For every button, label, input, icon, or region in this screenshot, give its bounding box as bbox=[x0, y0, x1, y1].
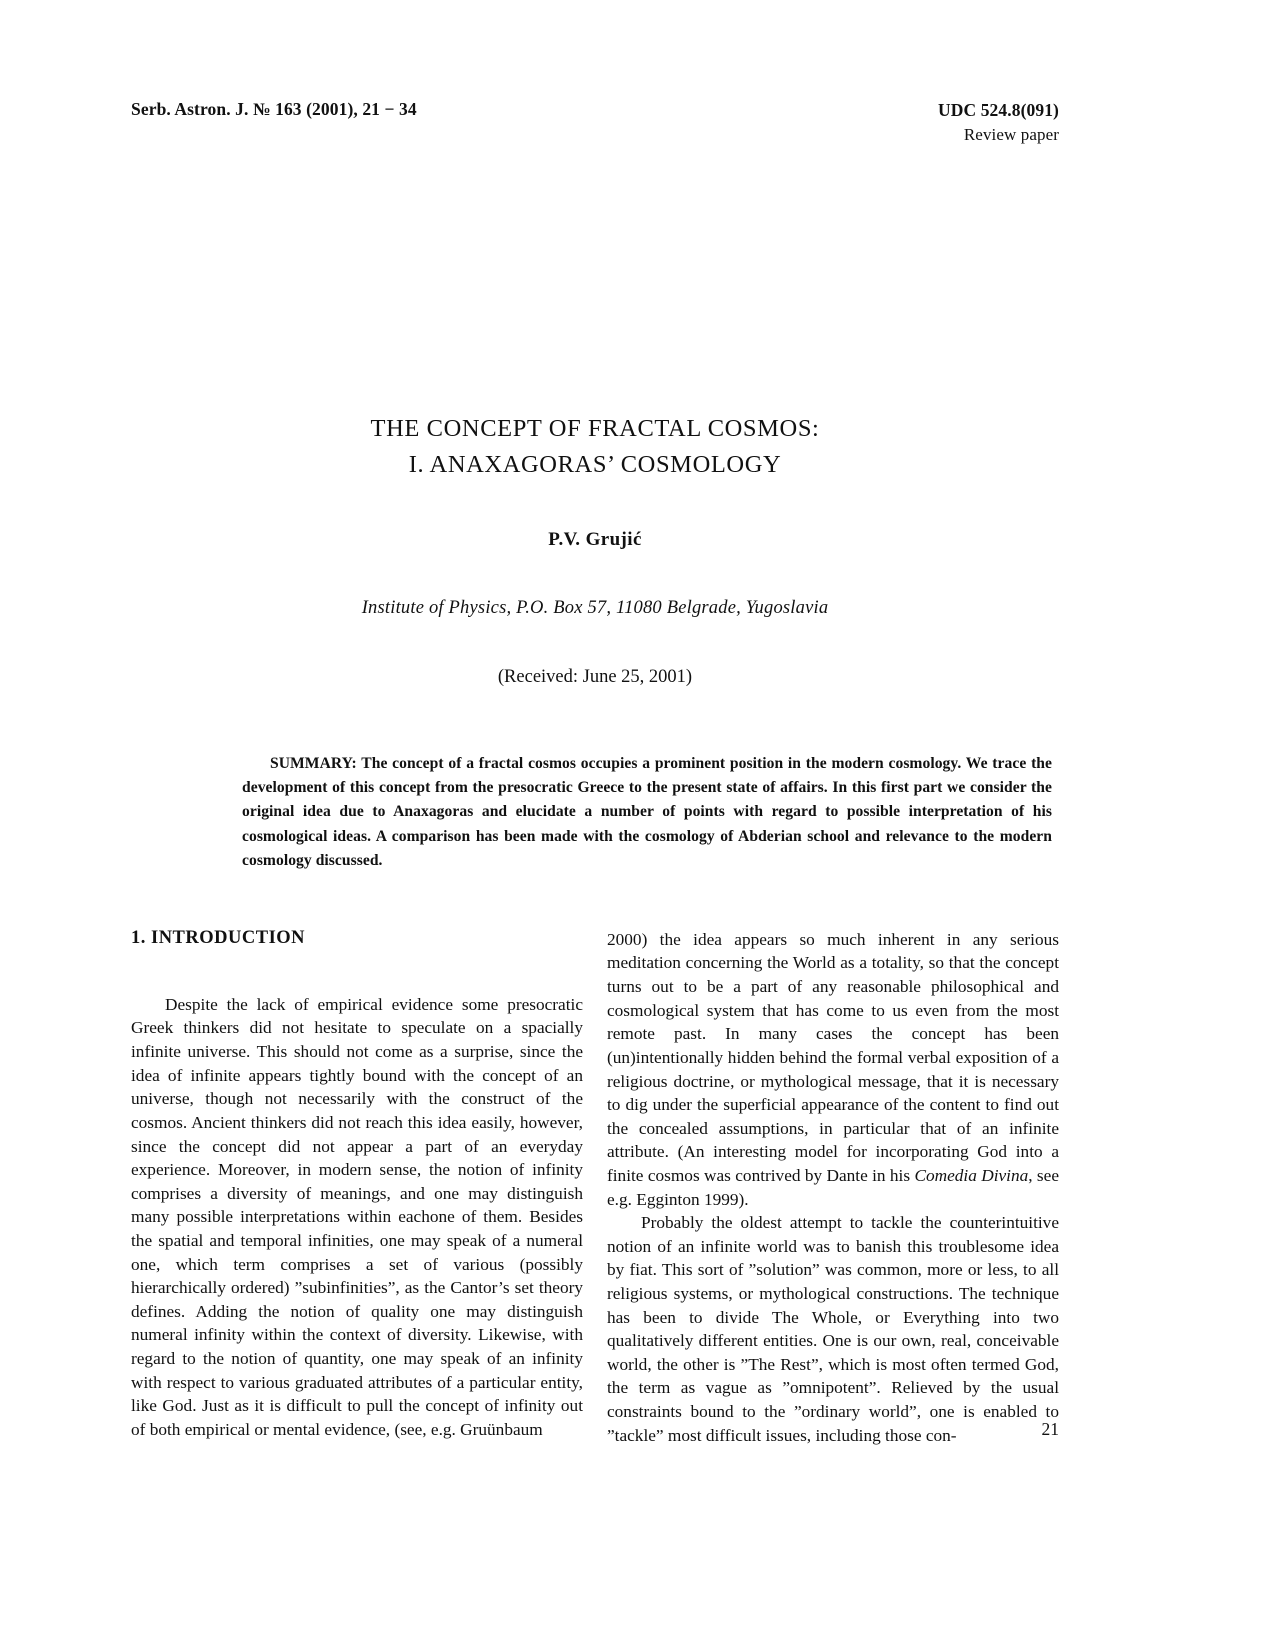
left-paragraph-1-text: Despite the lack of empirical evidence some presocratic Greek thinkers did not hesitate to speculate on a spacially infinite universe. This should not come as a surprise, since the idea of infinite appears tightly bound with the concept of an universe, though not necessarily with the construct of the cosmos. Ancient thinkers did not reach this idea easily, however, since the concept did not appear a part of an everyday experience. Moreover, in modern sense, the notion of infinity comprises a diversity of meanings, and one may distinguish many possible interpretations within eachone of them. Besides the spatial and temporal infinities, one may speak of a numeral one, which term comprises a set of various (possibly hierarchically ordered) ”subinfinities”, as the Cantor’s set theory defines. Adding the notion of quality one may distinguish numeral infinity within the context of diversity. Likewise, with regard to the notion of quantity, one may speak of an infinity with respect to various graduated attributes of a particular entity, like God. Just as it is difficult to pull the concept of infinity out of both empirical or mental evidence, (see, e.g. Gruünbaum bbox=[131, 994, 583, 1439]
page-number: 21 bbox=[1041, 1419, 1059, 1439]
right-column-paragraph-1 bbox=[607, 928, 1059, 1211]
right-column-paragraph-2 bbox=[607, 1211, 1059, 1447]
body-columns bbox=[131, 928, 1059, 1447]
right-paragraph-1-part2: , see e.g. Egginton 1999). bbox=[607, 1165, 1059, 1209]
right-paragraph-2-text: Probably the oldest attempt to tackle the counterintuitive notion of an infinite world was to banish this troublesome idea by fiat. This sort of ”solution” was common, more or less, to all religious systems, or mythological constructions. The technique has been to divide The Whole, or Everything into two qualitatively different entities. One is our own, real, conceivable world, the other is ”The Rest”, which is most often termed God, the term as vague as ”omnipotent”. Relieved by the usual constraints bound to the ”ordinary world”, one is enabled to ”tackle” most difficult issues, including those con- bbox=[607, 1213, 1059, 1445]
right-column bbox=[607, 928, 1059, 1447]
author-name: P.V. Grujić bbox=[548, 529, 642, 551]
summary-text: The concept of a fractal cosmos occupies a prominent position in the modern cosmology. We trace the development of this concept from the presocratic Greece to the present state of affairs. In this first part we consider the original idea due to Anaxagoras and elucidate a number of points with regard to possible interpretation of his cosmological ideas. A comparison has been made with the cosmology of Abderian school and relevance to the modern cosmology discussed. bbox=[242, 755, 1053, 869]
title-line-1: THE CONCEPT OF FRACTAL COSMOS: bbox=[370, 414, 820, 442]
page-content bbox=[131, 99, 1059, 1447]
section-heading-introduction: 1. INTRODUCTION bbox=[131, 927, 306, 948]
right-paragraph-1-part1: 2000) the idea appears so much inherent in any serious meditation concerning the World as a totality, so that the concept turns out to be a part of any reasonable philosophical and cosmological system that has come to us even from the most remote past. In many cases the concept has been (un)intentionally hidden behind the formal verbal exposition of a religious doctrine, or mythological message, that it is necessary to dig under the superficial appearance of the content to find out the concealed assumptions, in particular that of an infinite attribute. (An interesting model for incorporating God into a finite cosmos was contrived by Dante in his bbox=[607, 929, 1059, 1185]
title-block bbox=[131, 411, 1059, 689]
paper-type-label: Review paper bbox=[963, 124, 1059, 144]
running-head-right bbox=[938, 99, 1059, 147]
summary-abstract bbox=[131, 752, 1059, 873]
summary-label: SUMMARY: bbox=[270, 755, 357, 773]
received-date: (Received: June 25, 2001) bbox=[497, 667, 693, 688]
book-title-comedia-divina: Comedia Divina bbox=[914, 1165, 1029, 1185]
left-column bbox=[131, 928, 583, 1447]
running-head bbox=[131, 99, 1059, 147]
journal-citation-line: Serb. Astron. J. № 163 (2001), 21 − 34 bbox=[131, 99, 417, 119]
title-line-2: I. ANAXAGORAS’ COSMOLOGY bbox=[408, 451, 782, 479]
udc-code: UDC 524.8(091) bbox=[938, 100, 1059, 120]
left-column-paragraph-1 bbox=[131, 993, 583, 1442]
page-title bbox=[131, 411, 1059, 485]
author-affiliation: Institute of Physics, P.O. Box 57, 11080 Belgrade, Yugoslavia bbox=[361, 598, 829, 619]
